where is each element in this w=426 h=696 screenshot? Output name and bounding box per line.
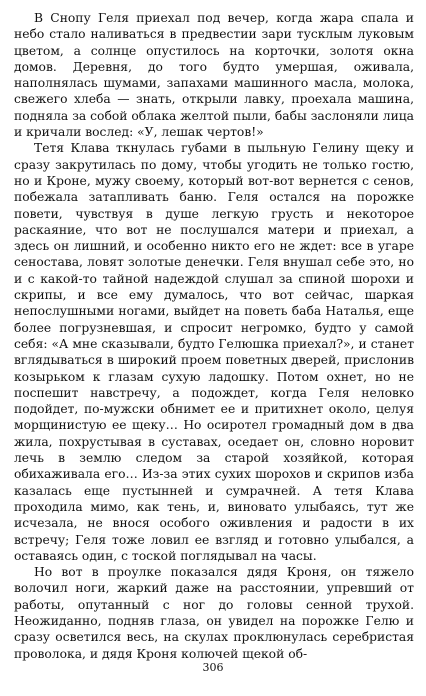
page-number: 306 <box>202 661 224 674</box>
paragraph-1: В Снопу Геля приехал под вечер, когда жара спала и небо стало наливаться в предвестии зари тусклым луковым цветом, а солнце опустилось на корточки, золотя окна домов. Деревня, до того будто умершая, оживала, наполнялась шумами, запахами машинного масла, молока, свежего хлеба — знать, открыли лавку, проехала машина, подняла за собой облака желтой пыли, бабы заслоняли лица и кричали вослед: «У, лешак чертов!» <box>14 11 414 140</box>
book-page <box>14 10 414 686</box>
paragraph-2: Тетя Клава ткнулась губами в пыльную Гелину щеку и сразу закрутилась по дому, чтобы угодить не только гостю, но и Кроне, мужу своему, который вот-вот вернется с сенов, побежала затапливать баню. Геля остался на порожке повети, чувствуя в душе легкую грусть и некоторое раскаяние, что вот не послушался матери и приехал, а здесь он лишний, и особенно никто его не ждет: все в угаре сеностава, ловят золотые денечки. Геля внушал себе это, но и с какой-то тайной надеждой слушал за спиной шорохи и скрипы, и все ему думалось, что вот сейчас, шаркая непослушными ногами, выйдет на поветь баба Наталья, еще более погрузневшая, и спросит негромко, будто у самой себя: «А мне сказывали, будто Гелюшка приехал?», и станет вглядываться в широкий проем поветных дверей, прислонив козырьком к глазам сухую ладошку. Потом охнет, но не поспешит навстречу, а подождет, когда Геля неловко подойдет, по-мужски обнимет ее и притихнет около, целуя морщинистую ее щеку… Но осиротел громадный дом в два жила, похрустывая в суставах, оседает он, словно норовит лечь в землю следом за старой хозяйкой, которая обихаживала его… Из-за этих сухих шорохов и скрипов изба казалась еще пустынней и сумрачней. А тетя Клава проходила мимо, как тень, и, виновато улыбаясь, тут же исчезала, не внося особого оживления и радости в их встречу; Геля тоже ловил ее взгляд и готовно улыбался, а оставаясь один, с тоской поглядывал на часы. <box>14 141 414 563</box>
paragraph-3: Но вот в проулке показался дядя Кроня, он тяжело волочил ноги, жаркий даже на расстоянии, упревший от работы, опутанный с ног до головы сенной трухой. Неожиданно, подняв глаза, он увидел на порожке Гелю и сразу осветился весь, на скулах проклюнулась серебристая проволока, и дядя Кроня колючей щекой об- <box>14 565 414 661</box>
